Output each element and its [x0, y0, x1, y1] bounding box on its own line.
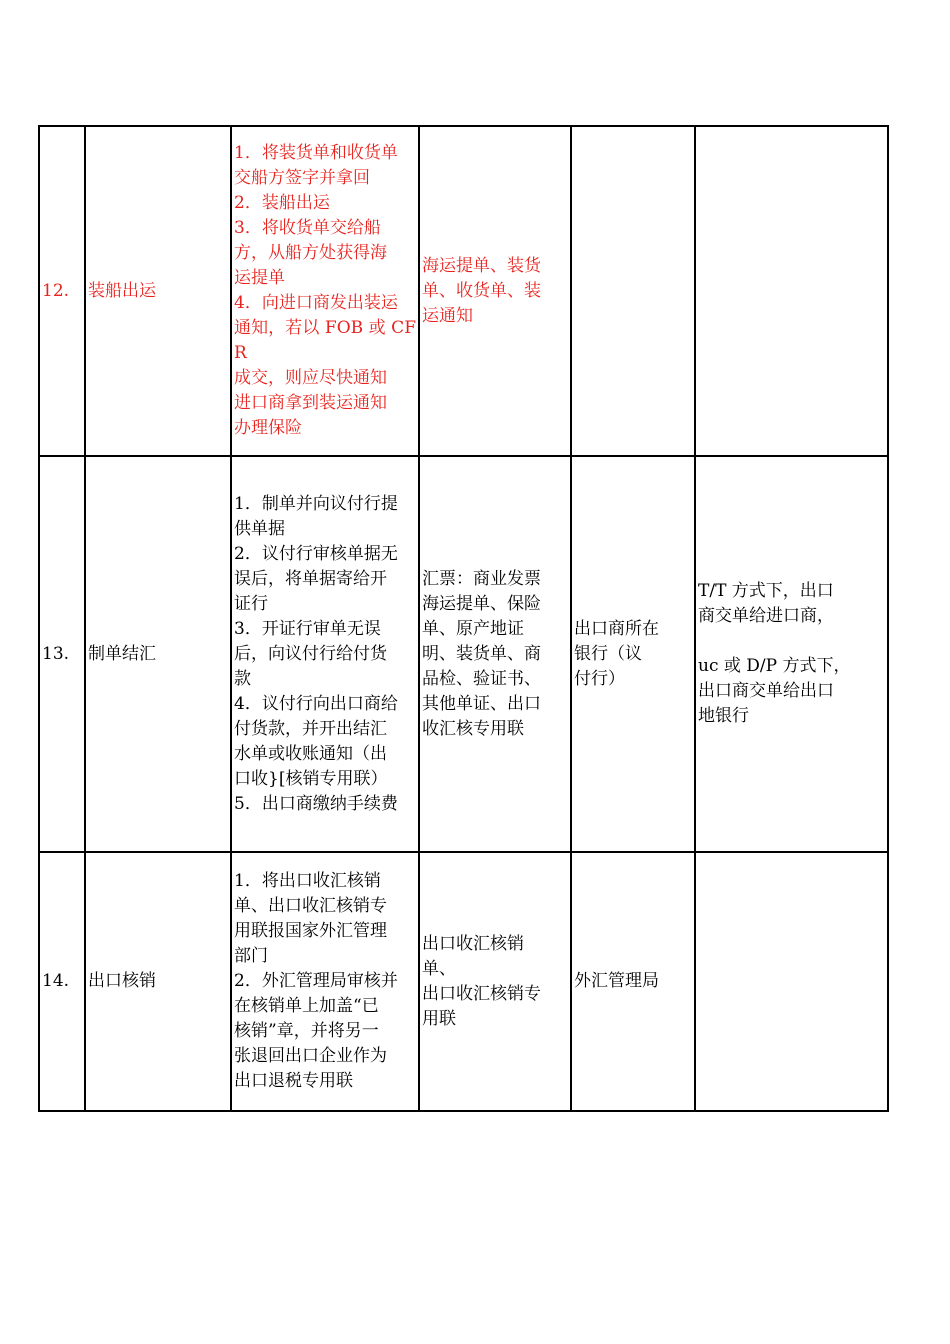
- remark-line: 商交单给进口商，: [698, 606, 834, 626]
- procedure-table: [38, 125, 889, 1112]
- doc-line: 出口收汇核销: [422, 933, 524, 954]
- remark-line: T/T 方式下，出口: [698, 581, 834, 601]
- doc-line: 海运提单、保险: [422, 593, 541, 614]
- doc-line: 单、收货单、装: [422, 280, 541, 301]
- step-line: 4．向进口商发出装运: [234, 293, 398, 313]
- authority: [571, 456, 695, 852]
- doc-line: 品检、验证书、: [422, 668, 541, 689]
- step-line: 1．将出口收汇核销: [234, 871, 381, 891]
- documents: [419, 126, 571, 456]
- remark-line: uc 或 D/P 方式下，: [698, 656, 851, 676]
- step-line: 进口商拿到装运通知: [234, 393, 387, 413]
- step-line: 用联报国家外汇管理: [234, 921, 387, 941]
- row-number: 14.: [39, 852, 85, 1111]
- authority-line: 外汇管理局: [574, 971, 659, 991]
- step-line: 交船方签字并拿回: [234, 168, 370, 188]
- table-row-14: [39, 852, 888, 1111]
- doc-line: 汇票：商业发票: [422, 568, 541, 589]
- doc-line: 用联: [422, 1008, 456, 1029]
- step-line: 2．外汇管理局审核并: [234, 971, 398, 991]
- doc-line: 其他单证、出口: [422, 693, 541, 714]
- step-line: 在核销单上加盖“已: [234, 996, 379, 1016]
- doc-line: 单、原产地证: [422, 618, 524, 639]
- doc-line: 明、装货单、商: [422, 643, 541, 664]
- step-line: 2．议付行审核单据无: [234, 543, 398, 564]
- remark-spacer: [698, 629, 885, 654]
- authority-line: 银行（议: [574, 643, 642, 664]
- step-line: 后，向议付行给付货: [234, 643, 387, 664]
- step-line: 水单或收账通知（出: [234, 743, 387, 764]
- remarks: [695, 126, 888, 456]
- step-line: 张退回出口企业作为: [234, 1046, 387, 1066]
- step-details: [231, 852, 419, 1111]
- step-line: 3．开证行审单无误: [234, 618, 381, 639]
- row-number: 13.: [39, 456, 85, 852]
- step-line: 2．装船出运: [234, 193, 330, 213]
- step-line: 1．制单并向议付行提: [234, 493, 398, 514]
- step-line: 部门: [234, 946, 268, 966]
- doc-line: 海运提单、装货: [422, 255, 541, 276]
- remarks: [695, 852, 888, 1111]
- step-line: 1．将装货单和收货单: [234, 143, 398, 163]
- step-details: [231, 126, 419, 456]
- step-line: 误后，将单据寄给开: [234, 568, 387, 589]
- step-line: 4．议付行向出口商给: [234, 693, 398, 714]
- step-line: 通知，若以 FOB 或 CFR: [234, 318, 416, 363]
- step-name: 制单结汇: [85, 456, 231, 852]
- step-line: 供单据: [234, 518, 285, 539]
- authority: [571, 126, 695, 456]
- documents: [419, 456, 571, 852]
- step-line: 口收}[核销专用联）: [234, 768, 388, 789]
- table-row-12: [39, 126, 888, 456]
- step-line: 办理保险: [234, 418, 302, 438]
- step-line: 出口退税专用联: [234, 1071, 353, 1091]
- doc-line: 单、: [422, 958, 456, 979]
- doc-line: 运通知: [422, 305, 473, 326]
- remark-line: 出口商交单给出口: [698, 681, 834, 701]
- step-line: 成交，则应尽快通知: [234, 368, 387, 388]
- remark-line: 地银行: [698, 706, 749, 726]
- documents: [419, 852, 571, 1111]
- authority: [571, 852, 695, 1111]
- step-name: 出口核销: [85, 852, 231, 1111]
- step-line: 付货款，并开出结汇: [234, 718, 387, 739]
- doc-line: 出口收汇核销专: [422, 983, 541, 1004]
- authority-line: 付行）: [574, 668, 625, 689]
- step-line: 方，从船方处获得海: [234, 243, 387, 263]
- step-line: 3．将收货单交给船: [234, 218, 381, 238]
- step-name: 装船出运: [85, 126, 231, 456]
- table-row-13: [39, 456, 888, 852]
- remarks: [695, 456, 888, 852]
- doc-line: 收汇核专用联: [422, 718, 524, 739]
- row-number: 12.: [39, 126, 85, 456]
- step-line: 核销”章，并将另一: [234, 1021, 379, 1041]
- authority-line: 出口商所在: [574, 618, 659, 639]
- step-line: 款: [234, 668, 251, 689]
- step-line: 5．出口商缴纳手续费: [234, 793, 398, 814]
- step-line: 证行: [234, 593, 268, 614]
- step-details: [231, 456, 419, 852]
- step-line: 单、出口收汇核销专: [234, 896, 387, 916]
- step-line: 运提单: [234, 268, 285, 288]
